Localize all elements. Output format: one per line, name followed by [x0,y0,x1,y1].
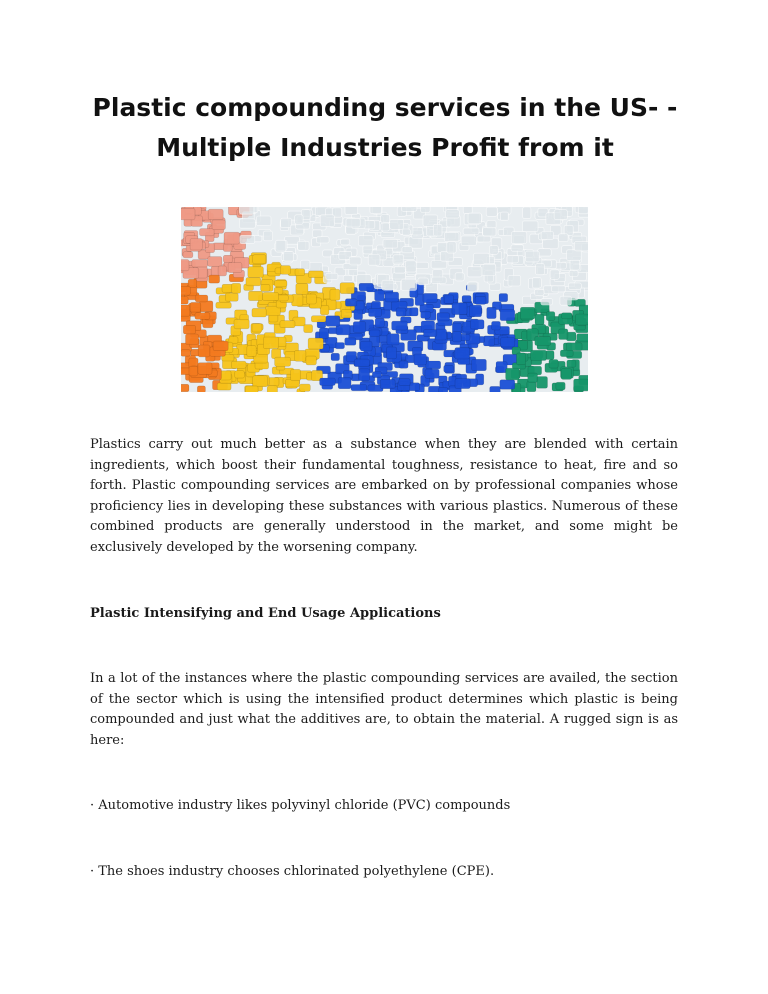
pellet [331,353,340,360]
pellet [421,207,431,213]
bullet-item-automotive: · Automotive industry likes polyvinyl chloride (PVC) compounds [90,798,511,813]
pellet [234,319,249,329]
pellet [474,253,490,264]
pellet [181,208,195,220]
pellet [291,369,301,380]
pellet [253,255,266,264]
pellet [383,239,398,248]
pellet [368,255,380,266]
pellet [520,307,535,319]
pellet [551,286,565,292]
pellet [410,308,418,316]
pellet [200,229,215,236]
pellet [487,307,497,318]
pellet [490,386,501,392]
pellet [437,313,450,321]
pellet [511,245,524,251]
pellet [345,299,357,307]
pellet [546,351,555,360]
pellet [455,379,470,389]
pellet [561,369,572,380]
pellet [472,359,487,370]
pellet [198,345,210,357]
pellet [308,338,323,349]
pellet [483,227,496,236]
pellet [467,282,477,292]
pellet [480,265,495,276]
pellet [363,245,373,254]
pellet [280,266,290,275]
pellet [326,316,340,327]
pellet [326,273,338,279]
pellet [249,291,263,300]
pellet [499,294,508,302]
pellet [468,213,481,224]
pellet [452,303,467,315]
pellet [351,385,367,391]
pellet [463,207,472,214]
pellet [453,331,462,342]
pellet [566,343,582,351]
pellet [500,212,508,221]
pellet [536,377,547,389]
pellet [340,283,354,294]
pellet [181,297,188,305]
pellet [469,305,481,317]
pellet [393,255,404,264]
pellet [483,336,494,346]
pellet [181,305,190,316]
pellet [399,379,410,386]
pellet [223,255,232,262]
pellet [561,313,572,319]
pellet [415,262,429,269]
pellet [387,334,399,345]
pellet [316,237,329,243]
pellet [223,244,232,252]
pellet [559,329,568,340]
pellet [181,260,189,271]
pellet [359,369,370,381]
pellet [546,312,555,321]
pellet [252,308,266,317]
pellet [402,247,413,253]
pellet [578,207,588,214]
pellet [392,321,408,330]
pellet [190,239,202,251]
pellet [181,286,190,295]
pellet [532,278,541,288]
pellet [567,360,576,367]
pellet [369,330,380,337]
pellet [506,368,520,380]
pellet [431,261,447,269]
pellet [284,252,294,262]
pellet [396,308,406,316]
pellet [455,348,470,359]
pellet [308,271,323,278]
pellet [535,289,545,295]
pellet [295,269,305,276]
pellet [470,320,484,329]
pellet [217,383,231,390]
pellet [313,230,323,238]
pellet [461,236,476,246]
pellet [228,263,242,273]
plastic-pellets-image [181,207,588,392]
pellet [189,366,198,376]
intro-paragraph: Plastics carry out much better as a substance when they are blended with certain ingredients, which boost their fundamental toughness, resistance to heat, fire and so forth. Plastic compounding services are embarked on by professional companies whose proficiency lies in developing these substances with various plastics. Numerous of these combined products are generally understood in the market, and some might be exclusively developed by the worsening company. [90,437,678,555]
pellet [224,232,239,244]
pellet [268,378,279,386]
pellet [296,284,308,295]
pellet [401,279,416,290]
pellet [239,219,255,228]
pellet [538,249,552,256]
pellet [253,376,268,387]
pellet [559,234,569,242]
pellet [192,260,208,268]
pellet [523,207,531,219]
pellet [263,337,278,349]
pellet [232,283,241,293]
pellet [414,354,426,365]
pellet [531,350,547,360]
pellet [426,361,441,369]
pellet [181,350,190,357]
pellet [235,371,245,378]
pellet [433,224,442,236]
pellet [525,251,539,262]
pellet [183,325,195,334]
pellet [375,290,385,301]
pellet [511,232,527,244]
pellet [418,278,429,285]
pellet [359,283,373,291]
pellet [380,379,395,388]
pellet [212,220,225,230]
pellet [477,236,491,242]
pellet [390,219,404,229]
pellet [263,231,272,241]
pellet [320,378,336,386]
pellet [500,380,515,389]
pellet [198,363,212,375]
pellet [263,292,279,300]
pellet [444,365,454,372]
pellet [345,338,356,345]
pellet [358,236,373,246]
pellet [574,379,588,391]
pellet [399,361,408,368]
pellet [246,386,259,392]
pellet [275,357,291,366]
section-paragraph: In a lot of the instances where the plastic compounding services are availed, the section of the sector which is using the intensified product determines which plastic is being compounded and just what the additives are, to obtain the material. A rugged sign is as here: [90,671,678,748]
pellet [343,276,352,282]
pellet [412,228,423,236]
pellet [319,328,328,338]
pellet [577,334,588,342]
pellet [423,293,437,302]
pellet [354,309,363,320]
pellet [197,386,205,392]
pellet [200,301,213,312]
pellet [240,207,255,214]
pellet [535,336,551,345]
pellet [444,295,454,304]
pellet [248,267,264,278]
pellet [425,369,439,378]
pellet [381,223,390,231]
pellet [432,277,447,284]
pellet [516,353,525,365]
pellet [181,384,189,392]
pellet [300,384,311,391]
pellet [507,256,519,263]
pellet [360,341,372,351]
pellet [386,347,396,359]
pellet [567,250,582,261]
pellet [306,356,317,365]
pellet [447,242,456,253]
pellet [341,239,350,245]
pellet [475,296,486,304]
pellet [280,321,295,328]
pellet [535,314,544,325]
pellet [568,283,581,290]
pellet [549,360,558,369]
pellet [372,372,381,378]
pellet [246,278,261,286]
pellet [421,311,431,318]
pellet [401,207,417,211]
pellet [385,292,399,302]
pellet [489,246,498,255]
pellet [402,229,410,235]
pellet [209,275,220,283]
pellet [252,324,262,333]
pellet [455,273,464,281]
pellet [560,296,572,305]
pellet [295,215,303,224]
pellet [183,252,193,258]
pellet [463,228,479,235]
pellet [500,310,515,321]
pellet [522,221,538,232]
pellet [301,260,310,269]
pellet [335,343,344,349]
pellet [349,257,361,265]
pellet [394,266,405,273]
pellet [444,232,459,241]
pellet [304,325,313,333]
pellet [541,299,553,305]
pellet [570,259,580,270]
pellet [501,338,515,347]
pellet [338,377,351,388]
pellet [195,313,210,320]
section-heading: Plastic Intensifying and End Usage Applications [90,606,441,621]
pellet [295,350,306,361]
pellet [261,284,270,291]
pellet [240,235,255,243]
pellet [247,346,256,357]
pellet [467,267,482,277]
pellet [216,302,232,308]
pellet [218,266,226,276]
pellet [574,242,588,251]
pellet [492,321,501,330]
pellet [370,207,382,214]
pellet [341,309,352,318]
pellet [190,302,201,312]
pellet [486,207,497,216]
pellet [508,275,521,286]
pellet [424,330,437,337]
pellet [439,387,448,392]
pellet [375,318,384,327]
pellet [208,257,222,267]
pellet [405,261,416,272]
pellet [276,240,286,252]
pellet [213,341,228,351]
pellet [541,232,553,240]
pellet [528,373,538,382]
pellet [225,293,238,301]
pellet [267,386,277,392]
pellet [527,381,536,392]
pellet [345,207,358,215]
pellet [575,314,588,325]
pellet [195,295,208,302]
pellet [307,294,317,304]
pellet [382,280,394,290]
pellet [298,241,310,250]
pellet [320,215,334,227]
pellet [208,209,223,220]
pellet [231,361,246,368]
pellet [554,210,567,220]
pellet [369,308,382,316]
pellet [550,270,559,280]
pellet [556,382,565,390]
pellet [353,322,366,333]
pellet [311,316,326,322]
pellet [536,264,545,275]
pellet [569,270,578,276]
pellet [462,296,471,303]
pellet [186,334,199,345]
pellet [330,289,340,300]
pellet [256,216,271,226]
pellet [446,210,460,218]
document-title: Plastic compounding services in the US- - Multiple Industries Profit from it [92,93,678,162]
bullet-item-shoes: · The shoes industry chooses chlorinated polyethylene (CPE). [90,864,495,879]
pellet [274,280,287,286]
pellet [354,359,369,367]
pellet [346,218,360,227]
